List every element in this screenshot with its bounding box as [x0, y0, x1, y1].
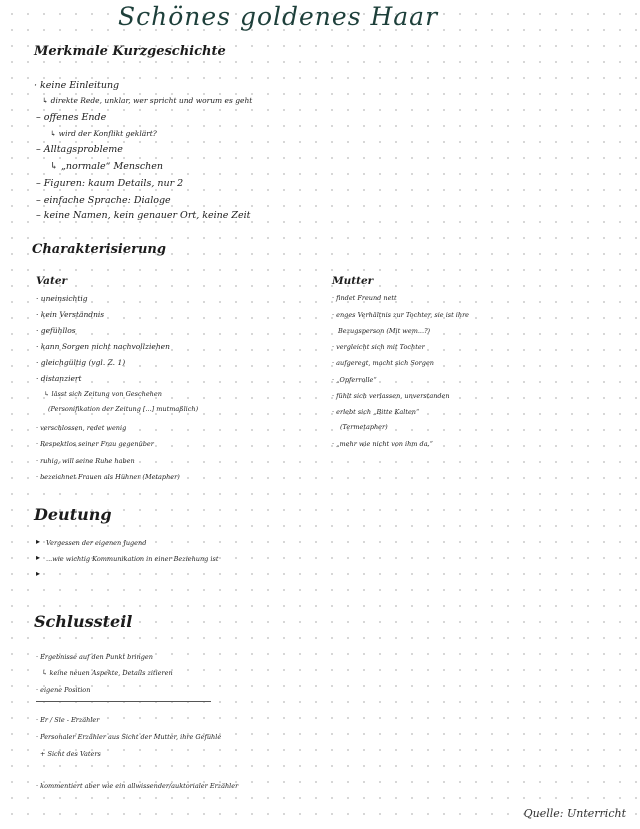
mutter-line: · fühlt sich verlassen, unverstanden	[332, 392, 450, 400]
merkmale-line: ↳ „normale“ Menschen	[50, 161, 164, 172]
bullet-arrow-icon: ▸	[36, 537, 41, 546]
merkmale-line: ↳ wird der Konflikt geklärt?	[50, 129, 157, 138]
mutter-heading: Mutter	[332, 275, 374, 287]
vater-line: · gefühllos	[36, 326, 76, 335]
vater-line: · bezeichnet Frauen als Hühner (Metapher)	[36, 473, 180, 481]
vater-line: · distanziert	[36, 374, 82, 383]
bullet-arrow-icon: ▸	[36, 569, 41, 578]
vater-line: · Respektlos seiner Frau gegenüber	[36, 440, 154, 448]
mutter-line: · „mehr wie nicht von ihm da.“	[332, 440, 433, 448]
schluss-heading: Schlussteil	[34, 612, 133, 631]
mutter-line: Bezugsperson (Mit wem...?)	[338, 327, 431, 335]
divider	[36, 701, 211, 702]
deutung-line: Vergessen der eigenen Jugend	[46, 539, 147, 547]
mutter-line: (Termetapher)	[340, 423, 388, 431]
merkmale-line: – Alltagsprobleme	[36, 144, 123, 155]
schluss-line: ↳ keine neuen Aspekte, Details zitieren	[42, 669, 173, 677]
merkmale-line: – offenes Ende	[36, 112, 107, 123]
merkmale-heading: Merkmale Kurzgeschichte	[34, 44, 226, 59]
mutter-line: · „Opferrolle“	[332, 376, 377, 384]
bullet-arrow-icon: ▸	[36, 553, 41, 562]
mutter-line: · aufgeregt, macht sich Sorgen	[332, 359, 434, 367]
vater-line: ↳ lässt sich Zeitung von Geschehen	[44, 390, 162, 398]
vater-line: · ruhig, will seine Ruhe haben	[36, 457, 135, 465]
merkmale-line: – einfache Sprache: Dialoge	[36, 195, 171, 206]
vater-line: · kein Verständnis	[36, 310, 105, 319]
vater-line: · gleichgültig (vgl. Z. 1)	[36, 358, 126, 367]
charakterisierung-heading: Charakterisierung	[32, 242, 166, 257]
vater-line: · verschlossen, redet wenig	[36, 424, 127, 432]
mutter-line: · vergleicht sich mit Tochter	[332, 343, 425, 351]
vater-line: · kann Sorgen nicht nachvollziehen	[36, 342, 170, 351]
merkmale-line: · keine Einleitung	[34, 80, 120, 91]
mutter-line: · findet Freund nett	[332, 294, 397, 302]
merkmale-line: ↳ direkte Rede, unklar, wer spricht und worum es geht	[42, 96, 253, 105]
vater-line: (Personifikation der Zeitung [...] mutmaßlich)	[48, 405, 199, 413]
schluss-line: · Er / Sie - Erzähler	[36, 716, 100, 724]
merkmale-line: – keine Namen, kein genauer Ort, keine Zeit	[36, 210, 251, 221]
deutung-line: ...wie wichtig Kommunikation in einer Beziehung ist	[46, 555, 219, 563]
schluss-line: · Ergebnisse auf den Punkt bringen	[36, 653, 153, 661]
mutter-line: · enges Verhältnis zur Tochter, sie ist ihre	[332, 311, 470, 319]
mutter-line: · erlebt sich „Bitte Kalten“	[332, 408, 420, 416]
vater-heading: Vater	[36, 275, 68, 287]
vater-line: · uneinsichtig	[36, 294, 88, 303]
merkmale-line: – Figuren: kaum Details, nur 2	[36, 178, 184, 189]
schluss-line: + Sicht des Vaters	[40, 750, 101, 758]
footer-source: Quelle: Unterricht	[523, 807, 626, 820]
page-title: Schönes goldenes Haar	[118, 2, 439, 31]
schluss-line: · kommentiert aber wie ein allwissender/auktorialer Erzähler	[36, 782, 239, 790]
deutung-heading: Deutung	[34, 505, 112, 524]
schluss-line: · Personaler Erzähler aus Sicht der Mutter, ihre Gefühle	[36, 733, 222, 741]
schluss-line: · eigene Position	[36, 686, 91, 694]
